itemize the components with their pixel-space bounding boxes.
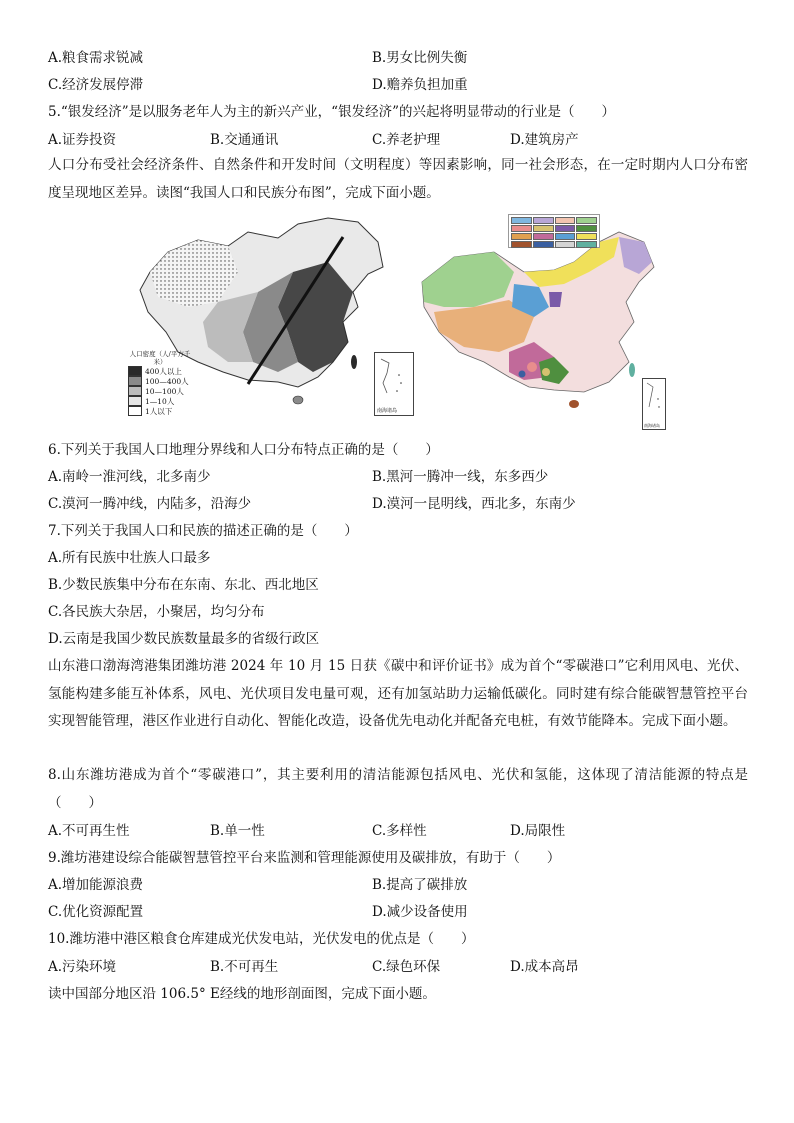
q6-option-c[interactable]: C.漠河一腾冲线，内陆多，沿海少 xyxy=(48,496,252,512)
density-legend-row xyxy=(128,396,198,406)
q6-option-d[interactable]: D.漠河一昆明线，西北多，东南少 xyxy=(372,496,576,512)
q6-option-b[interactable]: B.黑河一腾冲一线，东多西少 xyxy=(372,469,549,485)
q10-option-b[interactable]: B.不可再生 xyxy=(210,959,279,975)
ethnic-legend-swatch xyxy=(555,233,576,240)
q4-option-a[interactable]: A.粮食需求锐减 xyxy=(48,50,144,66)
density-legend-row xyxy=(128,366,198,376)
density-legend-label: 1人以下 xyxy=(145,406,173,416)
inset-map-svg xyxy=(375,353,413,405)
density-legend-row xyxy=(128,386,198,396)
q6-option-a[interactable]: A.南岭一淮河线，北多南少 xyxy=(48,469,211,485)
ethnic-legend-swatch xyxy=(533,233,554,240)
ethnic-legend-swatch xyxy=(555,217,576,224)
q8-option-c[interactable]: C.多样性 xyxy=(372,823,427,839)
q8-option-a[interactable]: A.不可再生性 xyxy=(48,823,130,839)
q4-option-d[interactable]: D.赡养负担加重 xyxy=(372,77,468,93)
density-legend-row xyxy=(128,376,198,386)
ethnic-south-china-sea-inset xyxy=(642,378,666,430)
ethnic-legend-swatch xyxy=(576,241,597,248)
density-legend-swatch xyxy=(128,406,142,416)
ethnic-legend-swatch xyxy=(511,241,532,248)
q6-stem: 6.下列关于我国人口地理分界线和人口分布特点正确的是（ ） xyxy=(48,442,439,458)
ethnic-legend-swatch xyxy=(533,225,554,232)
q5-option-a[interactable]: A.证券投资 xyxy=(48,132,117,148)
ethnic-legend-swatch xyxy=(511,217,532,224)
q9-option-c[interactable]: C.优化资源配置 xyxy=(48,904,144,920)
ethnic-legend-swatch xyxy=(511,233,532,240)
ethnic-legend-swatch xyxy=(555,241,576,248)
ethnic-legend-swatch xyxy=(511,225,532,232)
port-intro: 山东港口渤海湾港集团潍坊港 2024 年 10 月 15 日获《碳中和评价证书》成为首个“零碳港口”它利用风电、光伏、氢能构建多能互补体系，风电、光伏项目发电量可观，还有加氢站助力运输低碳化。同时建有综合能碳智慧管控平台实现智能管理，港区作业进行自动化、智能化改造，设备优先电动化并配备充电桩，有效节能降本。完成下面小题。 xyxy=(48,658,748,729)
q4-option-b[interactable]: B.男女比例失衡 xyxy=(372,50,468,66)
q5-option-c[interactable]: C.养老护理 xyxy=(372,132,441,148)
q10-option-d[interactable]: D.成本高昂 xyxy=(510,959,579,975)
density-legend xyxy=(128,350,198,416)
q9-stem: 9.潍坊港建设综合能碳智慧管控平台来监测和管理能源使用及碳排放，有助于（ ） xyxy=(48,850,561,866)
ethnic-legend-swatch xyxy=(576,225,597,232)
q8-option-d[interactable]: D.局限性 xyxy=(510,823,566,839)
q7-option-a[interactable]: A.所有民族中壮族人口最多 xyxy=(48,550,211,566)
density-legend-items xyxy=(128,366,198,416)
ningxia-ethnic-region xyxy=(549,292,562,307)
q9-option-d[interactable]: D.减少设备使用 xyxy=(372,904,468,920)
q4-option-c[interactable]: C.经济发展停滞 xyxy=(48,77,144,93)
density-legend-label: 10—100人 xyxy=(145,386,184,396)
q7-option-b[interactable]: B.少数民族集中分布在东南、东北、西北地区 xyxy=(48,577,319,593)
ethnic-legend-swatch xyxy=(533,217,554,224)
ethnic-legend xyxy=(508,214,600,248)
ethnic-legend-swatch xyxy=(533,241,554,248)
hainan-island xyxy=(569,400,579,408)
density-legend-row xyxy=(128,406,198,416)
south-china-sea-inset xyxy=(374,352,414,416)
q8-option-b[interactable]: B.单一性 xyxy=(210,823,265,839)
density-legend-label: 400人以上 xyxy=(145,366,182,376)
q10-option-a[interactable]: A.污染环境 xyxy=(48,959,117,975)
q10-option-c[interactable]: C.绿色环保 xyxy=(372,959,441,975)
q7-stem: 7.下列关于我国人口和民族的描述正确的是（ ） xyxy=(48,523,358,539)
ethnic-legend-swatches xyxy=(509,215,599,250)
density-legend-swatch xyxy=(128,366,142,376)
density-legend-swatch xyxy=(128,386,142,396)
taiwan-island xyxy=(629,363,635,377)
taiwan-island xyxy=(351,355,357,369)
inset-caption: 南海诸岛 xyxy=(377,408,398,414)
q9-option-b[interactable]: B.提高了碳排放 xyxy=(372,877,468,893)
ethnic-distribution-map xyxy=(414,212,666,430)
population-density-map xyxy=(128,212,416,424)
density-legend-label: 100—400人 xyxy=(145,376,189,386)
q7-option-c[interactable]: C.各民族大杂居，小聚居，均匀分布 xyxy=(48,604,265,620)
density-legend-label: 1—10人 xyxy=(145,396,175,406)
q8-stem: 8.山东潍坊港成为首个“零碳港口”，其主要利用的清洁能源包括风电、光伏和氢能，这体现了清洁能源的特点是（ ） xyxy=(48,767,748,811)
density-legend-swatch xyxy=(128,396,142,406)
ethnic-inset-caption: 南海诸岛 xyxy=(644,423,660,428)
ethnic-legend-swatch xyxy=(576,233,597,240)
q7-option-d[interactable]: D.云南是我国少数民族数量最多的省级行政区 xyxy=(48,631,320,647)
density-legend-swatch xyxy=(128,376,142,386)
q5-stem: 5.“银发经济”是以服务老年人为主的新兴产业，“银发经济”的兴起将明显带动的行业是（ ） xyxy=(48,104,615,120)
hainan-island xyxy=(293,396,303,404)
density-legend-title: 人口密度（人/平方千米） xyxy=(129,350,191,366)
q5-option-b[interactable]: B.交通通讯 xyxy=(210,132,279,148)
q9-option-a[interactable]: A.增加能源浪费 xyxy=(48,877,144,893)
profile-intro: 读中国部分地区沿 106.5° E经线的地形剖面图，完成下面小题。 xyxy=(48,986,436,1002)
ethnic-legend-swatch xyxy=(555,225,576,232)
population-intro: 人口分布受社会经济条件、自然条件和开发时间（文明程度）等因素影响，同一社会形态，在一定时期内人口分布密度呈现地区差异。读图“我国人口和民族分布图”，完成下面小题。 xyxy=(48,157,748,201)
q10-stem: 10.潍坊港中港区粮食仓库建成光伏发电站，光伏发电的优点是（ ） xyxy=(48,931,475,947)
ethnic-legend-swatch xyxy=(576,217,597,224)
q5-option-d[interactable]: D.建筑房产 xyxy=(510,132,579,148)
